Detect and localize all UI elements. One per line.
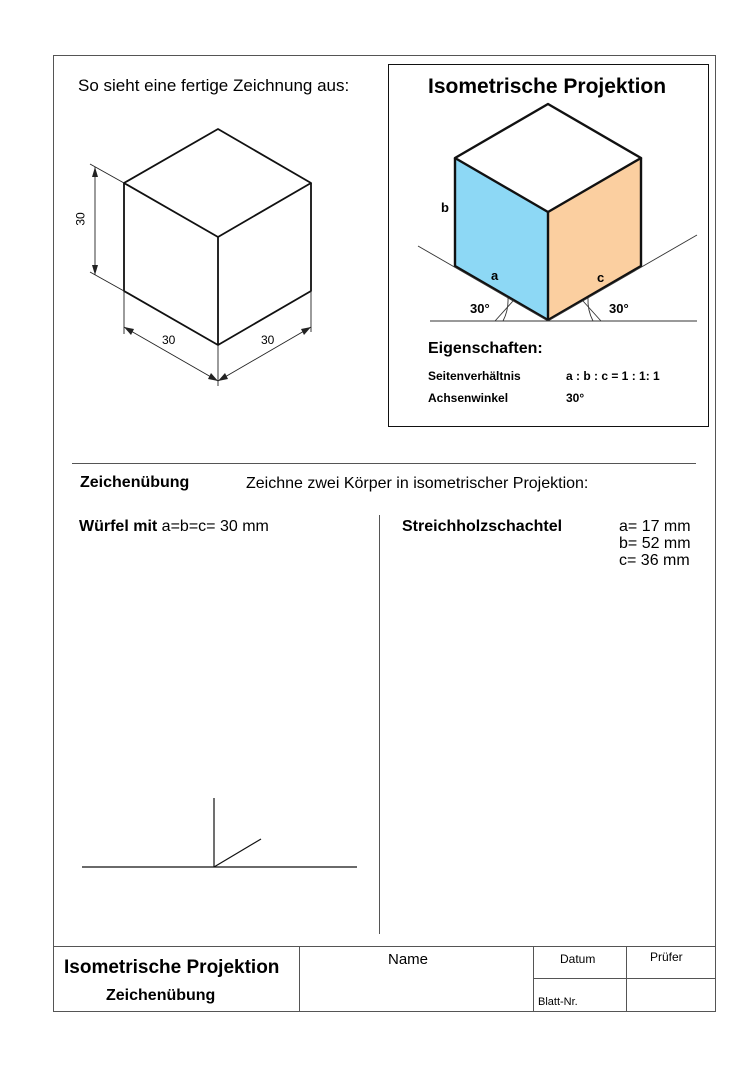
checker-label: Prüfer: [650, 950, 683, 964]
side-b-label: b: [441, 200, 449, 215]
right-dimension-label: 30: [261, 333, 275, 347]
task1-heading: [79, 518, 269, 536]
info-box-title: Isometrische Projektion: [428, 75, 667, 98]
sheet-number-label: Blatt-Nr.: [538, 996, 578, 1008]
title-block-row-divider: [533, 978, 716, 979]
exercise-instruction: Zeichne zwei Körper in isometrischer Projektion:: [246, 475, 589, 492]
title-block-top-border: [53, 946, 716, 947]
property-key: Achsenwinkel: [428, 391, 509, 405]
title-block-divider: [299, 946, 300, 1012]
property-key: Seitenverhältnis: [428, 369, 521, 383]
left-dimension-label: 30: [162, 333, 176, 347]
intro-text: So sieht eine fertige Zeichnung aus:: [78, 76, 350, 95]
title-block-subtitle: Zeichenübung: [106, 987, 216, 1004]
task2-dim-b: b= 52 mm: [619, 535, 691, 552]
task1-dimensions: a=b=c= 30 mm: [161, 518, 269, 535]
side-c-label: c: [597, 270, 605, 285]
task2-label: Streichholzschachtel: [402, 518, 563, 535]
exercise-column-divider: [379, 515, 380, 934]
date-label: Datum: [560, 952, 596, 966]
task2-dim-c: c= 36 mm: [619, 552, 690, 569]
left-angle-label: 30°: [470, 301, 490, 316]
exercise-heading: Zeichenübung: [80, 474, 190, 491]
title-block-divider: [533, 946, 534, 1012]
task1-label: Würfel mit: [79, 518, 158, 535]
task2-dimensions: [619, 518, 691, 569]
property-value: a : b : c = 1 : 1: 1: [566, 369, 660, 383]
title-block-divider: [626, 946, 627, 1012]
properties-heading: Eigenschaften:: [428, 340, 543, 357]
section-divider: [72, 463, 696, 464]
property-value: 30°: [566, 391, 585, 405]
side-a-label: a: [491, 268, 499, 283]
task2-dim-a: a= 17 mm: [619, 518, 691, 535]
right-angle-label: 30°: [609, 301, 629, 316]
height-dimension-label: 30: [73, 212, 88, 226]
name-label: Name: [388, 951, 429, 968]
title-block-title: Isometrische Projektion: [64, 957, 280, 978]
